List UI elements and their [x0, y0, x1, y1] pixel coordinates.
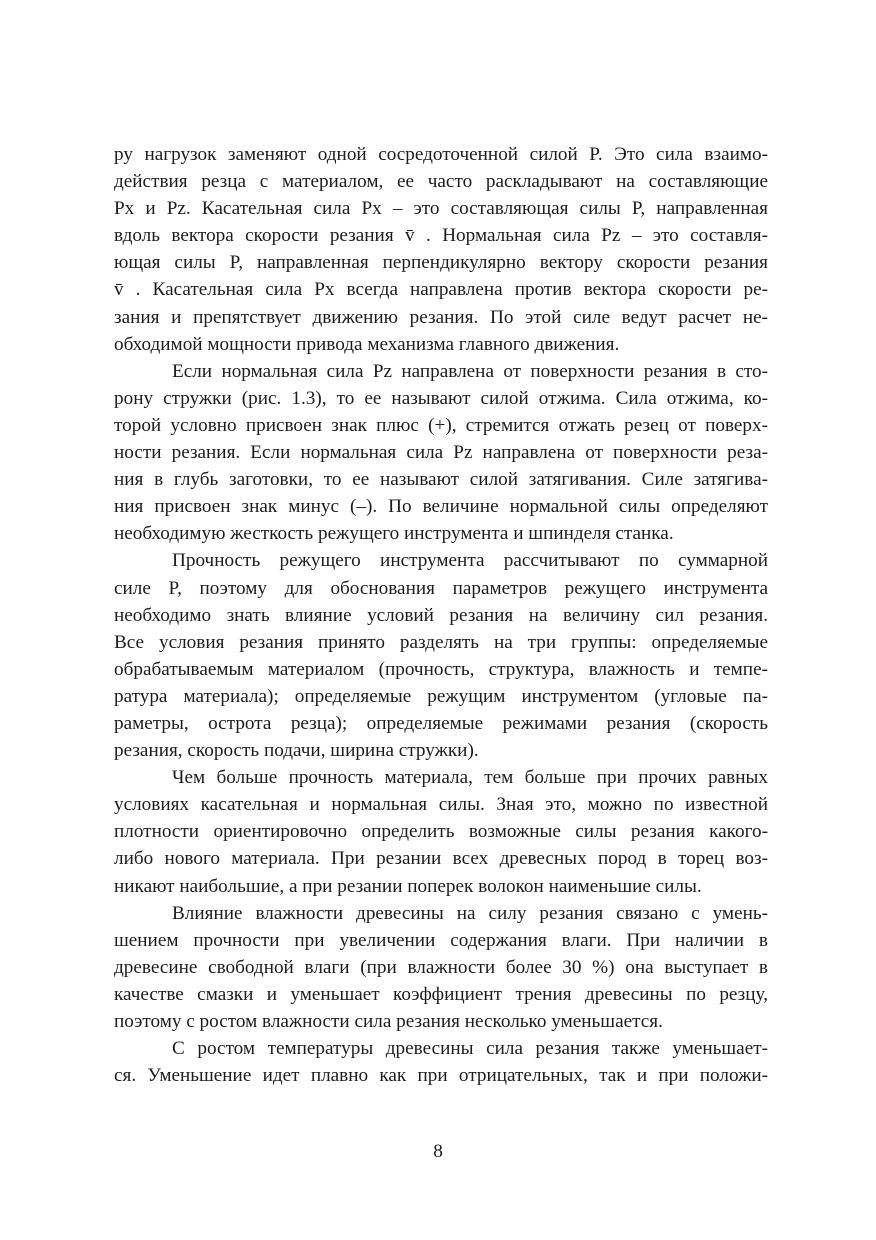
text-line: либо нового материала. При резании всех древесных пород в торец воз-: [114, 848, 768, 870]
text-line: ся. Уменьшение идет плавно как при отрицательных, так и при положи-: [114, 1065, 768, 1087]
page-body: [114, 141, 768, 1089]
text-line: силе P, поэтому для обоснования параметров режущего инструмента: [114, 577, 768, 599]
text-line: С ростом температуры древесины сила резания также уменьшает-: [172, 1038, 768, 1060]
text-line: ности резания. Если нормальная сила Pz направлена от поверхности реза-: [114, 442, 768, 464]
page-number: 8: [433, 1141, 443, 1162]
text-line: обрабатываемым материалом (прочность, структура, влажность и темпе-: [114, 658, 768, 680]
paragraph-5: [114, 900, 768, 1035]
text-line: шением прочности при увеличении содержания влаги. При наличии в: [114, 929, 768, 951]
text-line: ратура материала); определяемые режущим инструментом (угловые па-: [114, 685, 768, 707]
text-line: Прочность режущего инструмента рассчитывают по суммарной: [172, 550, 768, 572]
text-line: необходимо знать влияние условий резания на величину сил резания.: [114, 604, 768, 626]
paragraph-3: [114, 547, 768, 764]
text-line: торой условно присвоен знак плюс (+), стремится отжать резец от поверх-: [114, 414, 768, 436]
paragraph-4: [114, 764, 768, 899]
text-line: Все условия резания принято разделять на три группы: определяемые: [114, 631, 768, 653]
text-line: ющая силы P, направленная перпендикулярно вектору скорости резания: [114, 252, 768, 274]
text-line: ния присвоен знак минус (–). По величине нормальной силы определяют: [114, 496, 768, 518]
paragraph-1: [114, 141, 768, 358]
text-line: Чем больше прочность материала, тем больше при прочих равных: [172, 767, 768, 789]
text-line: рону стружки (рис. 1.3), то ее называют силой отжима. Сила отжима, ко-: [114, 387, 768, 409]
text-line: Влияние влажности древесины на силу резания связано с умень-: [172, 902, 768, 924]
text-line: качестве смазки и уменьшает коэффициент трения древесины по резцу,: [114, 983, 768, 1005]
text-line: Если нормальная сила Pz направлена от поверхности резания в сто-: [172, 360, 768, 382]
text-line: плотности ориентировочно определить возможные силы резания какого-: [114, 821, 768, 843]
text-line: раметры, острота резца); определяемые режимами резания (скорость: [114, 712, 768, 734]
text-line: Px и Pz. Касательная сила Px – это составляющая силы P, направленная: [114, 198, 768, 220]
text-line: необходимую жесткость режущего инструмента и шпинделя станка.: [114, 523, 674, 545]
text-line: v̄ . Касательная сила Px всегда направлена против вектора скорости ре-: [114, 279, 768, 301]
text-line: обходимой мощности привода механизма главного движения.: [114, 333, 620, 355]
text-line: вдоль вектора скорости резания v̄ . Нормальная сила Pz – это составля-: [114, 225, 768, 247]
text-line: никают наибольшие, а при резании поперек волокон наименьшие силы.: [114, 875, 702, 897]
paragraph-6: [114, 1035, 768, 1089]
text-line: ния в глубь заготовки, то ее называют силой затягивания. Силе затягива-: [114, 469, 768, 491]
text-line: резания, скорость подачи, ширина стружки).: [114, 740, 479, 762]
text-line: древесине свободной влаги (при влажности более 30 %) она выступает в: [114, 956, 768, 978]
paragraph-2: [114, 358, 768, 548]
text-line: поэтому с ростом влажности сила резания несколько уменьшается.: [114, 1011, 663, 1032]
text-line: условиях касательная и нормальная силы. Зная это, можно по известной: [114, 794, 768, 816]
text-line: зания и препятствует движению резания. По этой силе ведут расчет не-: [114, 306, 768, 328]
text-line: действия резца с материалом, ее часто раскладывают на составляющие: [114, 171, 768, 193]
text-line: ру нагрузок заменяют одной сосредоточенной силой P. Это сила взаимо-: [114, 144, 768, 165]
